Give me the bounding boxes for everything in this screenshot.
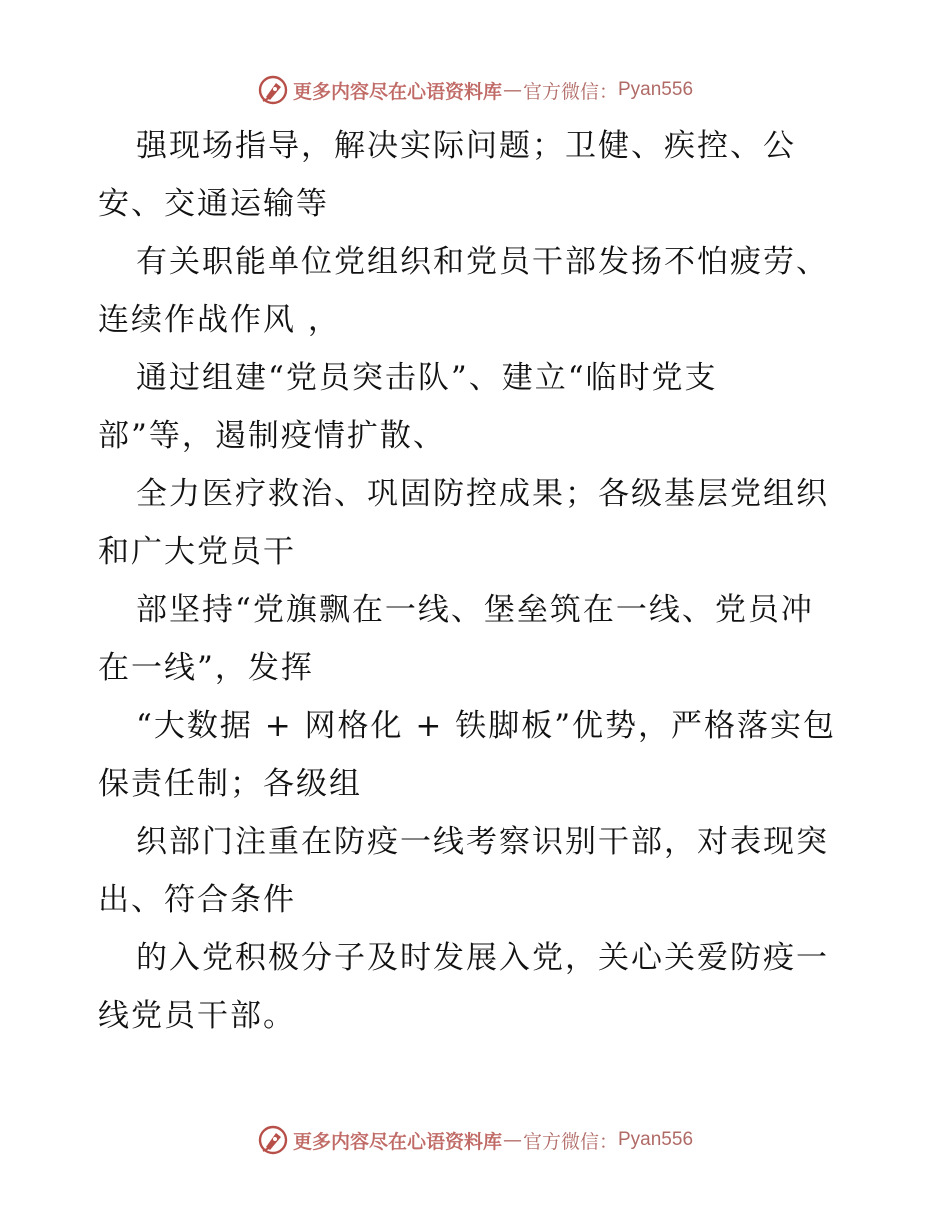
- watermark-main-text: 更多内容尽在心语资料库: [292, 80, 502, 103]
- header-watermark: [0, 70, 950, 110]
- footer-watermark: [0, 1120, 950, 1160]
- watermark-main-text: 更多内容尽在心语资料库: [292, 1130, 502, 1153]
- paragraph-line: 强现场指导，解决实际问题；卫健、疾控、公: [136, 128, 796, 164]
- paragraph-line: 部坚持“党旗飘在一线、堡垒筑在一线、党员冲: [136, 592, 814, 628]
- document-body: [98, 117, 858, 1045]
- watermark-wechat-id: Pyan556: [618, 1129, 694, 1150]
- watermark-dash: —: [502, 1129, 522, 1151]
- paragraph-line: 保责任制；各级组: [98, 766, 362, 802]
- paragraph-line: 的入党积极分子及时发展入党，关心关爱防疫一: [136, 940, 829, 976]
- paragraph-line: 安、交通运输等: [98, 186, 329, 222]
- paragraph-line: 部”等，遏制疫情扩散、: [98, 418, 446, 454]
- watermark-dash: —: [502, 79, 522, 101]
- paragraph-line: 线党员干部。: [98, 998, 296, 1034]
- paragraph-line: 全力医疗救治、巩固防控成果；各级基层党组织: [136, 476, 829, 512]
- paragraph-line: “大数据 + 网格化 + 铁脚板”优势，严格落实包: [136, 708, 837, 744]
- paragraph-line: 通过组建“党员突击队”、建立“临时党支: [136, 360, 718, 396]
- paragraph-line: 连续作战作风 ，: [98, 302, 341, 338]
- pen-nib-circle-icon: [257, 1124, 289, 1156]
- paragraph-line: 织部门注重在防疫一线考察识别干部，对表现突: [136, 824, 829, 860]
- pen-nib-circle-icon: [257, 74, 289, 106]
- paragraph-line: 和广大党员干: [98, 534, 296, 570]
- watermark-sub-text: 官方微信：: [522, 1130, 618, 1153]
- paragraph-line: 在一线”，发挥: [98, 650, 314, 686]
- watermark-sub-text: 官方微信：: [522, 80, 618, 103]
- paragraph-line: 出、符合条件: [98, 882, 296, 918]
- paragraph-line: 有关职能单位党组织和党员干部发扬不怕疲劳、: [136, 244, 829, 280]
- watermark-wechat-id: Pyan556: [618, 79, 694, 100]
